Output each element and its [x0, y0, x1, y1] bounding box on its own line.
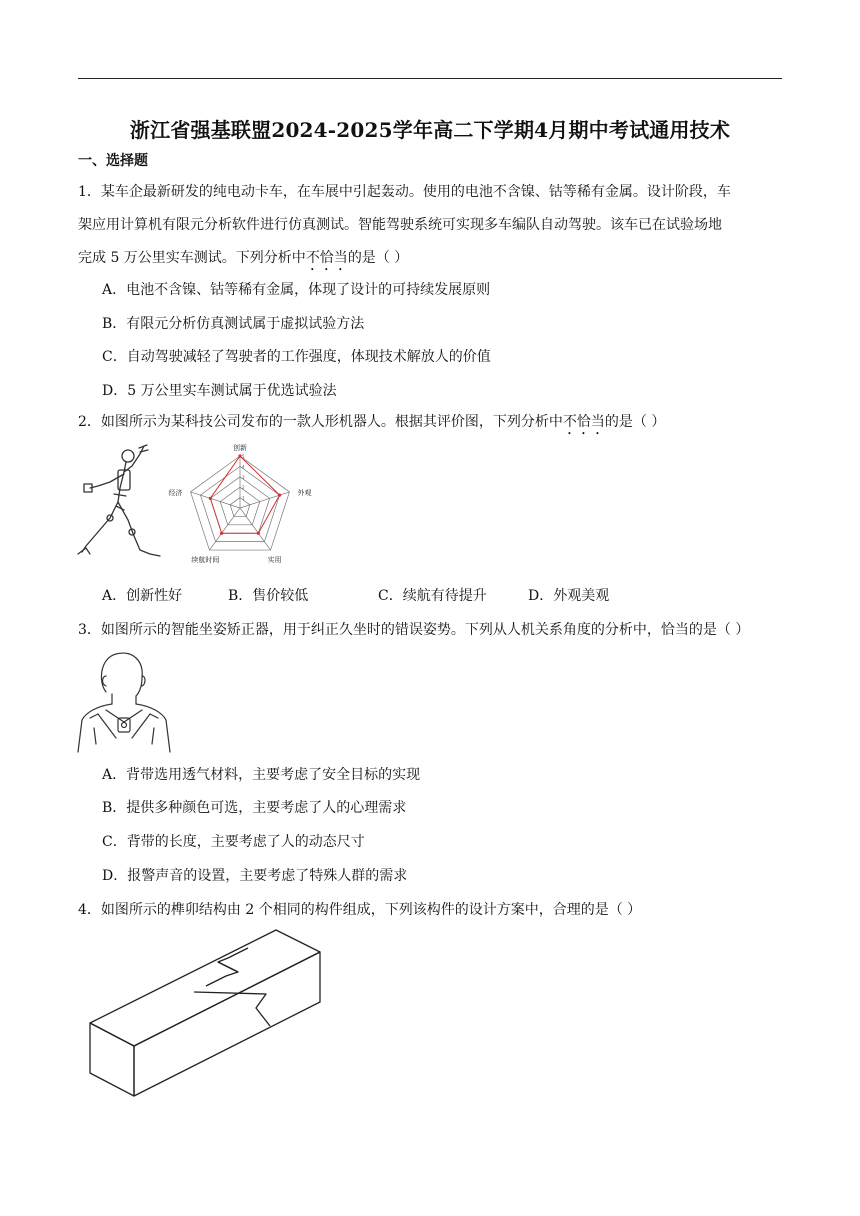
radar-axis-label: 经济: [168, 488, 183, 497]
q1-stem-line: 架应用计算机有限元分析软件进行仿真测试。智能驾驶系统可实现多车编队自动驾驶。该车已在试验场地: [78, 217, 722, 233]
question-1: [78, 176, 784, 275]
posture-corrector-figure: [76, 648, 172, 752]
radar-axis-label: 续航时间: [191, 556, 220, 565]
q3-option-a[interactable]: A．背带选用透气材料，主要考虑了安全目标的实现: [102, 767, 421, 783]
q1-option-b[interactable]: B．有限元分析仿真测试属于虚拟试验方法: [102, 316, 365, 332]
q2-option-d[interactable]: D．外观美观: [528, 588, 610, 604]
emphasis-text: 不恰当: [305, 250, 348, 266]
mortise-tenon-figure: [88, 928, 324, 1098]
radar-tick-label: 5: [242, 454, 245, 459]
q2-option-a[interactable]: A．创新性好: [102, 588, 183, 604]
radar-axis-label: 创新: [233, 444, 247, 452]
q1-option-d[interactable]: D．5 万公里实车测试属于优选试验法: [102, 383, 337, 399]
question-4-stem: 4．如图所示的榫卯结构由 2 个相同的构件组成，下列该构件的设计方案中，合理的是（ ）: [78, 902, 642, 918]
q2-option-b[interactable]: B．售价较低: [228, 588, 309, 604]
q3-option-c[interactable]: C．背带的长度，主要考虑了人的动态尺寸: [102, 834, 365, 850]
q1-stem-line: 完成 5 万公里实车测试。下列分析中不恰当的是（ ）: [78, 250, 409, 266]
q2-option-c[interactable]: C．续航有待提升: [378, 588, 487, 604]
evaluation-radar-chart: [170, 444, 330, 570]
q1-option-c[interactable]: C．自动驾驶减轻了驾驶者的工作强度，体现技术解放人的价值: [102, 349, 491, 365]
q3-option-d[interactable]: D．报警声音的设置，主要考虑了特殊人群的需求: [102, 868, 408, 884]
radar-data-point: [220, 532, 223, 535]
radar-data-point: [238, 454, 241, 457]
q1-option-a[interactable]: A．电池不含镍、钴等稀有金属，体现了设计的可持续发展原则: [102, 282, 491, 298]
q2-options: [102, 585, 802, 605]
radar-tick-label: 1: [242, 495, 245, 501]
section-heading: 一、选择题: [78, 153, 148, 169]
question-2-stem: 2．如图所示为某科技公司发布的一款人形机器人。根据其评价图，下列分析中不恰当的是（ ）: [78, 414, 666, 430]
emphasis-text: 不恰当: [562, 414, 605, 430]
header-rule: [78, 78, 782, 79]
radar-series-polygon: [210, 456, 279, 533]
q1-stem-line: 1．某车企最新研发的纯电动卡车，在车展中引起轰动。使用的电池不含镍、钴等稀有金属。设计阶段，车: [78, 184, 731, 200]
q3-option-b[interactable]: B．提供多种颜色可选，主要考虑了人的心理需求: [102, 800, 407, 816]
radar-tick-label: 4: [242, 464, 245, 470]
radar-axis-label: 实用: [267, 556, 282, 565]
radar-data-point: [209, 497, 212, 500]
radar-tick-label: 3: [242, 474, 245, 480]
radar-axis-label: 外观: [297, 488, 312, 497]
question-3-stem: 3．如图所示的智能坐姿矫正器，用于纠正久坐时的错误姿势。下列从人机关系角度的分析中，恰当的是（ ）: [78, 622, 750, 638]
page-title: 浙江省强基联盟2024-2025学年高二下学期4月期中考试通用技术: [129, 118, 731, 142]
robot-figure: [76, 444, 166, 568]
radar-tick-label: 2: [242, 485, 245, 491]
radar-data-point: [257, 532, 260, 535]
radar-data-point: [278, 494, 281, 497]
